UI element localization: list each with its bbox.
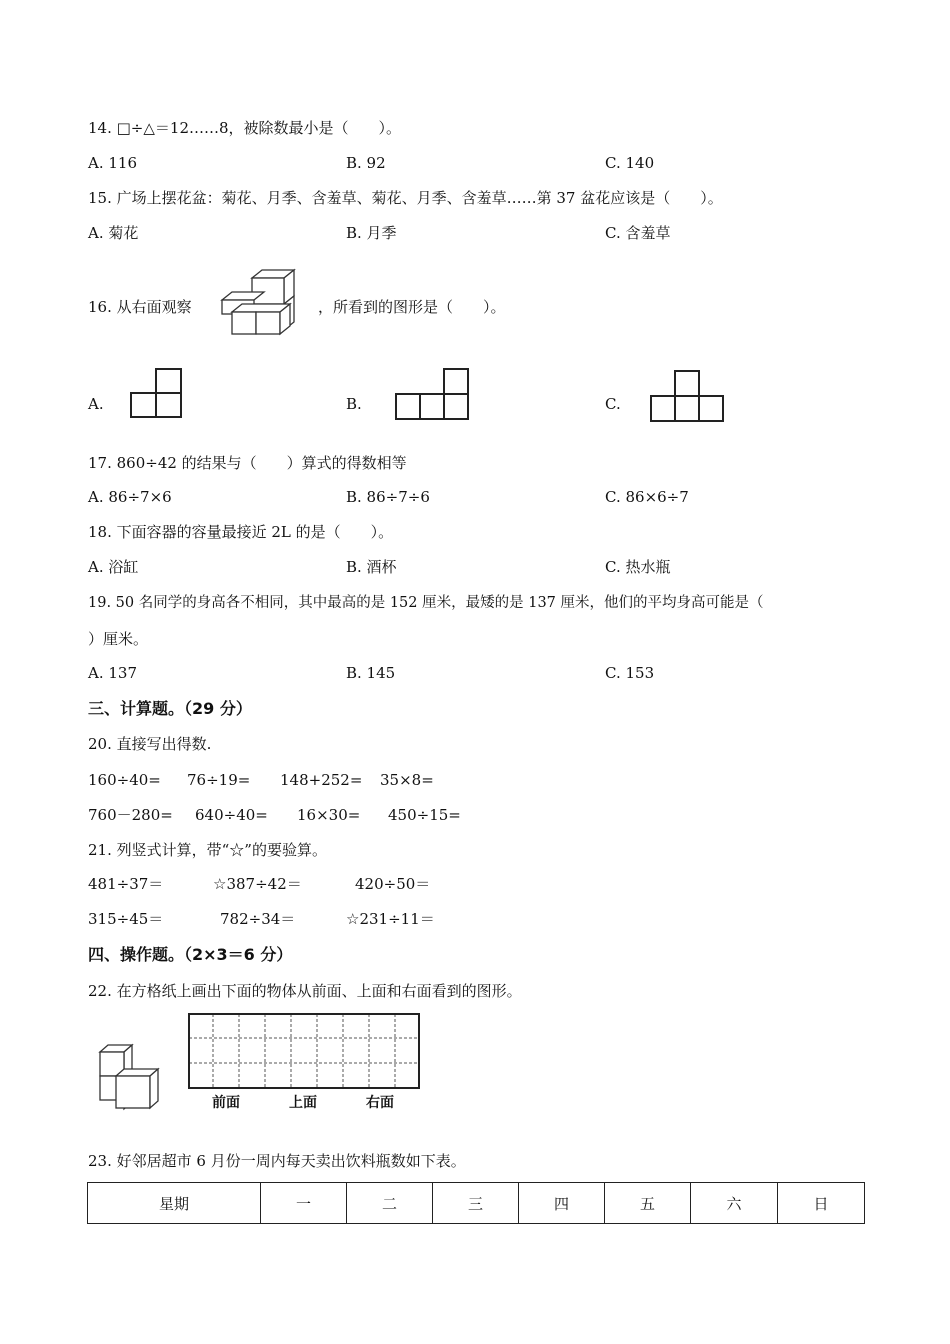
table-header-cell: 星期: [88, 1183, 261, 1224]
q21-item: ☆231÷11＝: [346, 910, 435, 928]
section-4-title: 四、操作题。（2×3＝6 分）: [88, 945, 293, 964]
q22-stem: 22. 在方格纸上画出下面的物体从前面、上面和右面看到的图形。: [88, 982, 522, 1000]
q17-option-a: A. 86÷7×6: [88, 488, 172, 506]
q20-item: 640÷40=: [195, 806, 268, 824]
table-header-cell: 五: [605, 1183, 691, 1224]
q16-option-a-figure: [130, 368, 184, 420]
q20-item: 76÷19=: [187, 771, 251, 789]
q18-option-a: A. 浴缸: [88, 558, 139, 576]
q22-cube-object-figure: [98, 1042, 162, 1112]
q15-option-a: A. 菊花: [88, 224, 139, 242]
q21-stem: 21. 列竖式计算，带“☆”的要验算。: [88, 841, 327, 859]
q16-option-c-label: C.: [605, 395, 621, 413]
q16-option-a-label: A.: [88, 395, 104, 413]
q21-item: 481÷37＝: [88, 875, 164, 893]
q20-item: 160÷40=: [88, 771, 161, 789]
q16-stem-after: ，所看到的图形是（ ）。: [318, 298, 506, 316]
q17-option-c: C. 86×6÷7: [605, 488, 689, 506]
q22-label-right: 右面: [366, 1095, 394, 1111]
q19-stem-line2: ）厘米。: [88, 630, 149, 648]
q20-item: 16×30=: [297, 806, 361, 824]
q15-option-b: B. 月季: [346, 224, 397, 242]
q23-sales-table: [87, 1182, 865, 1224]
q14-stem: 14. □÷△＝12……8，被除数最小是（ ）。: [88, 119, 402, 137]
table-header-cell: 一: [261, 1183, 347, 1224]
q21-item: ☆387÷42＝: [213, 875, 302, 893]
q19-stem-line1: 19. 50 名同学的身高各不相同，其中最高的是 152 厘米，最矮的是 137 厘米，他们的平均身高可能是（: [88, 595, 764, 611]
q21-item: 315÷45＝: [88, 910, 164, 928]
table-header-cell: 二: [347, 1183, 433, 1224]
q20-stem: 20. 直接写出得数.: [88, 735, 212, 753]
q21-item: 420÷50＝: [355, 875, 431, 893]
q15-option-c: C. 含羞草: [605, 224, 671, 242]
q15-stem: 15. 广场上摆花盆：菊花、月季、含羞草、菊花、月季、含羞草……第 37 盆花应该是（ ）。: [88, 189, 723, 207]
q23-stem: 23. 好邻居超市 6 月份一周内每天卖出饮料瓶数如下表。: [88, 1152, 466, 1170]
q22-label-top: 上面: [289, 1095, 317, 1111]
q22-label-front: 前面: [212, 1095, 240, 1111]
q20-item: 148+252=: [280, 771, 363, 789]
q18-option-c: C. 热水瓶: [605, 558, 671, 576]
table-header-cell: 日: [778, 1183, 865, 1224]
table-header-cell: 六: [691, 1183, 778, 1224]
q20-item: 760－280=: [88, 806, 173, 824]
q16-option-b-label: B.: [346, 395, 362, 413]
table-header-cell: 三: [433, 1183, 519, 1224]
q19-option-c: C. 153: [605, 664, 655, 682]
q19-option-a: A. 137: [88, 664, 137, 682]
q16-option-c-figure: [650, 370, 726, 424]
q21-item: 782÷34＝: [220, 910, 296, 928]
q19-option-b: B. 145: [346, 664, 396, 682]
q16-cube-stack-figure: [220, 268, 300, 338]
table-header-cell: 四: [519, 1183, 605, 1224]
q14-option-a: A. 116: [88, 154, 137, 172]
q20-item: 450÷15=: [388, 806, 461, 824]
q16-stem-before: 16. 从右面观察: [88, 298, 192, 316]
q18-option-b: B. 酒杯: [346, 558, 397, 576]
q17-stem: 17. 860÷42 的结果与（ ）算式的得数相等: [88, 454, 407, 472]
section-3-title: 三、计算题。（29 分）: [88, 699, 252, 718]
q17-option-b: B. 86÷7÷6: [346, 488, 430, 506]
q16-option-b-figure: [395, 368, 473, 422]
q14-option-c: C. 140: [605, 154, 655, 172]
table-row: [88, 1183, 865, 1224]
q14-option-b: B. 92: [346, 154, 386, 172]
q20-item: 35×8=: [380, 771, 434, 789]
q18-stem: 18. 下面容器的容量最接近 2L 的是（ ）。: [88, 523, 394, 541]
